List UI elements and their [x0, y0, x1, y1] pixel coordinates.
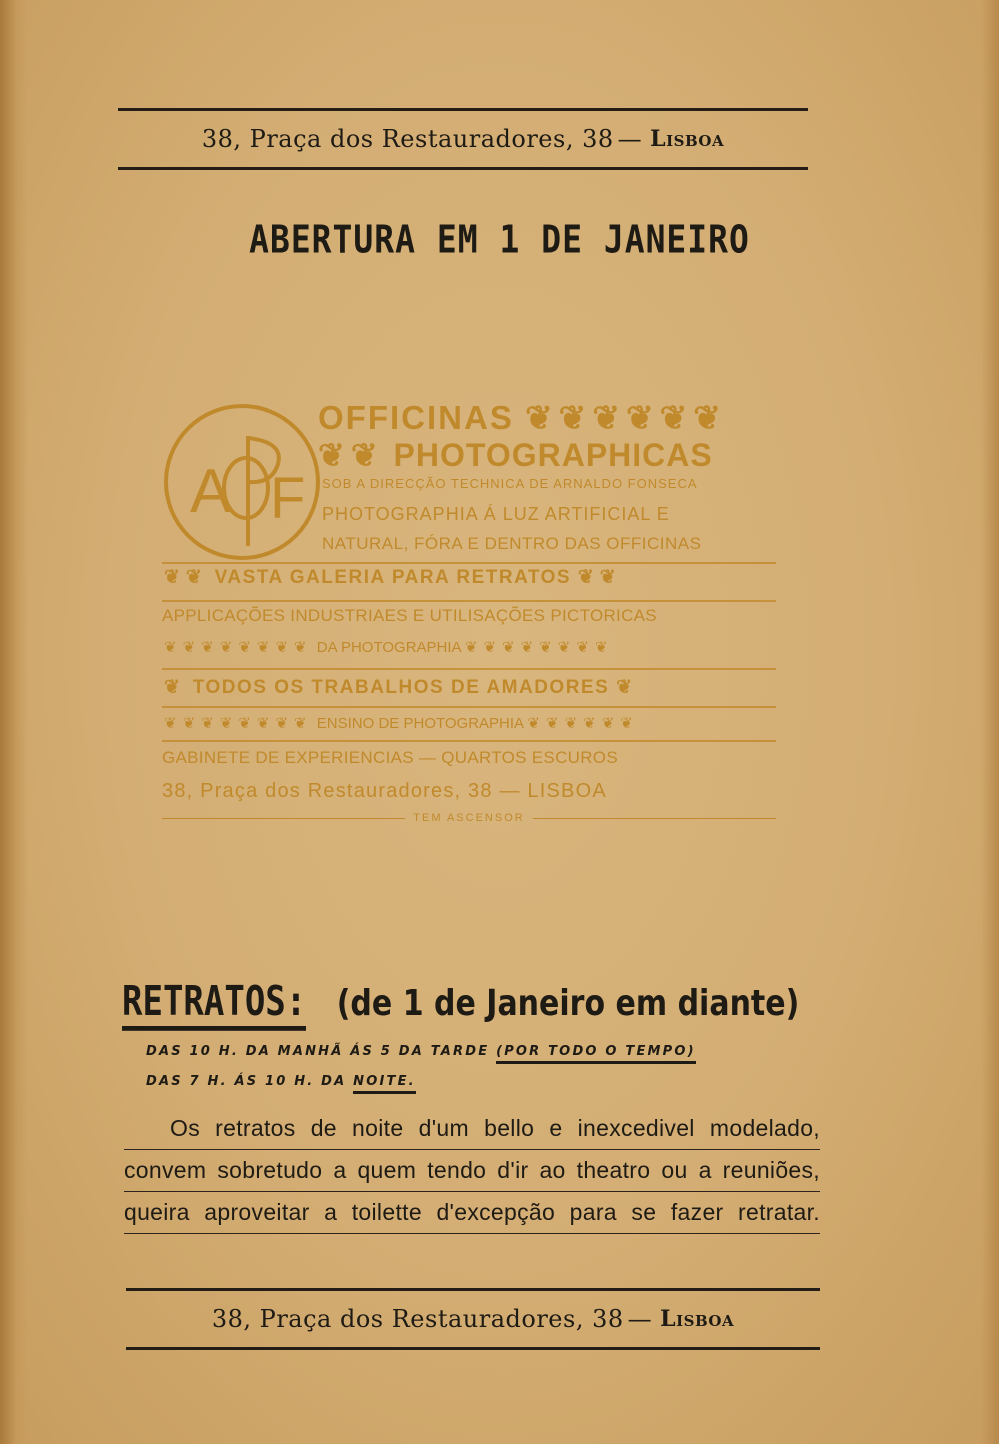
emblem-title-line2: ❦❦ PHOTOGRAPHICAS: [318, 437, 713, 473]
emblem-line7: ❦❦❦❦❦❦❦❦ DA PHOTOGRAPHIA ❦❦❦❦❦❦❦❦: [164, 639, 614, 656]
ornament-row: ❦❦❦❦❦❦: [525, 399, 727, 436]
footer-address-bar: [126, 1288, 820, 1350]
ornament-row: ❦❦❦❦❦❦: [527, 715, 639, 732]
monogram-seal: [164, 404, 320, 560]
footer-address: 38, Praça dos Restauradores, 38: [211, 1305, 624, 1333]
emblem-line6: APPLICAÇÕES INDUSTRIAES E UTILISAÇÕES PICTORICAS: [162, 606, 657, 625]
footer-dash: —: [627, 1305, 653, 1333]
ornament-row: ❦: [616, 677, 638, 698]
emblem-line11: 38, Praça dos Restauradores, 38 — LISBOA: [162, 780, 607, 802]
retratos-date: (de 1 de Janeiro em diante): [336, 982, 800, 1025]
emblem-rule: [162, 740, 776, 742]
opening-announcement: ABERTURA EM 1 DE JANEIRO: [249, 217, 750, 262]
emblem-rule: [162, 668, 776, 670]
svg-text:F: F: [270, 466, 306, 531]
gold-emblem: [160, 398, 780, 828]
emblem-line3: PHOTOGRAPHIA Á LUZ ARTIFICIAL E: [322, 504, 670, 524]
monogram-icon: [168, 408, 316, 556]
header-address: 38, Praça dos Restauradores, 38: [201, 125, 614, 153]
hours-note: (POR TODO O TEMPO): [496, 1044, 696, 1064]
emblem-line12: TEM ASCENSOR: [162, 812, 776, 824]
emblem-rule: [162, 562, 776, 564]
header-city: Lisboa: [650, 126, 725, 152]
emblem-subtitle: SOB A DIRECÇÃO TECHNICA DE ARNALDO FONSECA: [322, 476, 698, 491]
ornament-row: ❦❦: [318, 437, 384, 473]
ornament-row: ❦: [164, 677, 186, 698]
ornament-row: ❦❦❦❦❦❦❦❦: [164, 715, 313, 732]
footer-city: Lisboa: [660, 1306, 735, 1332]
ornament-row: ❦❦❦❦❦❦❦❦: [464, 639, 614, 656]
ornament-row: ❦❦: [164, 567, 208, 588]
hours-night: NOITE.: [353, 1074, 416, 1094]
header-address-bar: [118, 108, 808, 170]
hours-line2: DAS 7 H. ÁS 10 H. DA NOITE.: [146, 1074, 416, 1089]
paragraph-line: Os retratos de noite d'um bello e inexcedivel modelado,: [124, 1108, 820, 1150]
emblem-line4: NATURAL, FÓRA E DENTRO DAS OFFICINAS: [322, 534, 702, 553]
emblem-line5: ❦❦ VASTA GALERIA PARA RETRATOS ❦❦: [164, 567, 622, 588]
emblem-title-line1: OFFICINAS ❦❦❦❦❦❦: [318, 399, 727, 436]
paragraph-line: queira aproveitar a toilette d'excepção para se fazer retratar.: [124, 1192, 820, 1234]
hours-line1: DAS 10 H. DA MANHÃ ÁS 5 DA TARDE (POR TODO O TEMPO): [146, 1044, 696, 1059]
header-dash: —: [617, 125, 643, 153]
retratos-heading: [122, 978, 799, 1026]
emblem-rule: [162, 600, 776, 602]
emblem-line10: GABINETE DE EXPERIENCIAS — QUARTOS ESCUROS: [162, 748, 618, 767]
ornament-row: ❦❦❦❦❦❦❦❦: [164, 639, 313, 656]
retratos-paragraph: [124, 1108, 820, 1234]
paragraph-line: convem sobretudo a quem tendo d'ir ao theatro ou a reuniões,: [124, 1150, 820, 1192]
emblem-line9: ❦❦❦❦❦❦❦❦ ENSINO DE PHOTOGRAPHIA ❦❦❦❦❦❦: [164, 715, 639, 732]
svg-text:A: A: [190, 457, 232, 526]
retratos-title: RETRATOS:: [122, 978, 306, 1031]
ornament-row: ❦❦: [577, 567, 622, 588]
emblem-rule: [162, 706, 776, 708]
emblem-line8: ❦ TODOS OS TRABALHOS DE AMADORES ❦: [164, 677, 638, 698]
